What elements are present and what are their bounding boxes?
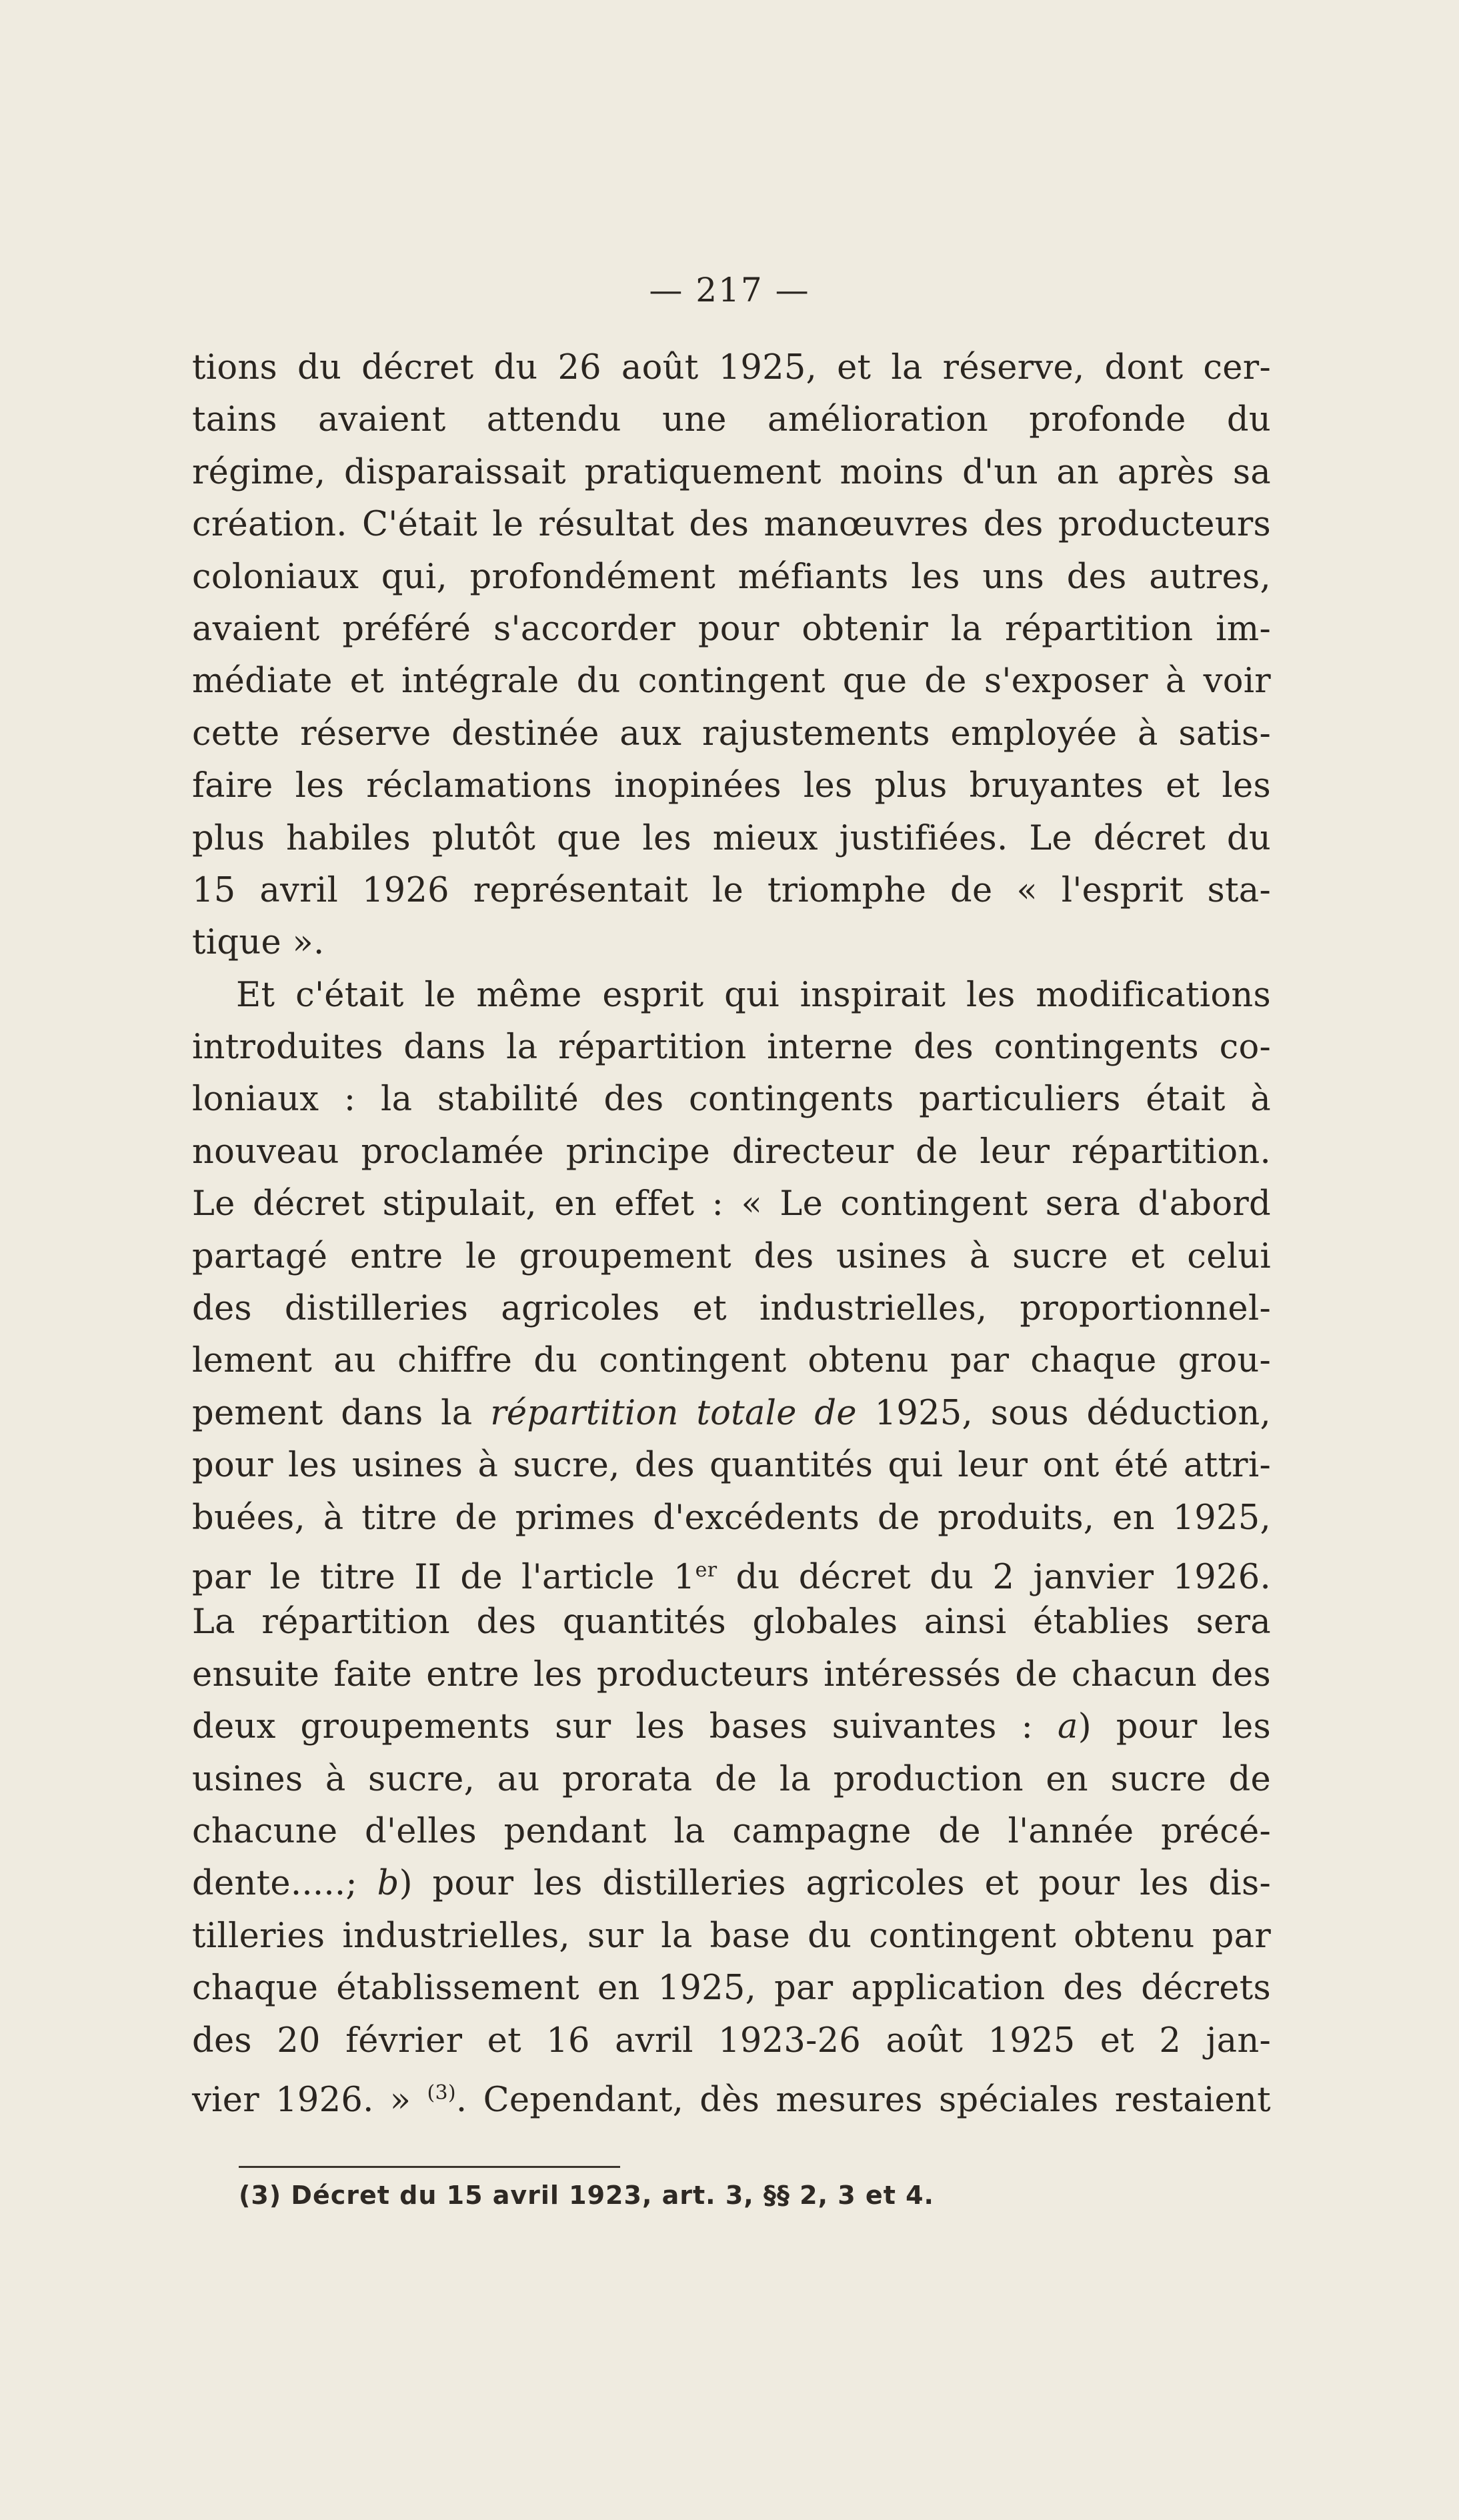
text-line: tique ».	[192, 923, 325, 963]
text-line: plus habiles plutôt que les mieux justifiées. Le décret du	[192, 818, 1271, 858]
italic-letter: b	[377, 1864, 399, 1904]
paragraph-start-line: Et c'était le même esprit qui inspirait les modifications	[236, 975, 1271, 1015]
text-line: ensuite faite entre les producteurs intéressés de chacun des	[192, 1654, 1271, 1694]
text-line	[192, 1544, 1271, 1596]
text-line: tilleries industrielles, sur la base du contingent obtenu par	[192, 1916, 1271, 1956]
text-line: loniaux : la stabilité des contingents particuliers était à	[192, 1080, 1271, 1120]
text-line: des 20 février et 16 avril 1923-26 août 1925 et 2 jan-	[192, 2021, 1271, 2061]
text-line	[192, 2067, 1271, 2119]
line-text: vier 1926. »	[192, 2080, 427, 2120]
text-line: des distilleries agricoles et industrielles, proportionnel-	[192, 1289, 1271, 1329]
text-line	[192, 1701, 1271, 1753]
text-line: régime, disparaissait pratiquement moins d'un an après sa	[192, 452, 1271, 492]
line-text: . Cependant, dès mesures spéciales restaient	[455, 2080, 1271, 2120]
text-line	[192, 1388, 1271, 1440]
line-text: 1925, sous déduction,	[856, 1393, 1272, 1433]
line-text: par le titre II de l'article 1	[192, 1557, 695, 1597]
line-text: deux groupements sur les bases suivantes :	[192, 1707, 1058, 1747]
text-line: faire les réclamations inopinées les plus bruyantes et les	[192, 766, 1271, 806]
text-line: La répartition des quantités globales ainsi établies sera	[192, 1602, 1271, 1642]
line-text: dente.....;	[192, 1864, 377, 1904]
line-text: ) pour les distilleries agricoles et pour les dis-	[399, 1864, 1271, 1904]
page-number: — 217 —	[649, 271, 810, 309]
text-line: Le décret stipulait, en effet : « Le contingent sera d'abord	[192, 1184, 1271, 1224]
text-line: partagé entre le groupement des usines à sucre et celui	[192, 1236, 1271, 1276]
text-line: avaient préféré s'accorder pour obtenir la répartition im-	[192, 609, 1271, 649]
text-line: lement au chiffre du contingent obtenu par chaque grou-	[192, 1341, 1271, 1381]
footnote-reference: (3)	[427, 2081, 456, 2105]
text-line: introduites dans la répartition interne des contingents co-	[192, 1028, 1271, 1068]
text-line: usines à sucre, au prorata de la production en sucre de	[192, 1759, 1271, 1799]
text-line: chaque établissement en 1925, par application des décrets	[192, 1969, 1271, 2009]
italic-phrase: répartition totale de	[490, 1393, 857, 1433]
footnote: (3) Décret du 15 avril 1923, art. 3, §§ 2, 3 et 4.	[239, 2181, 934, 2210]
body-text	[192, 342, 1271, 2119]
text-line: chacune d'elles pendant la campagne de l'année précé-	[192, 1811, 1271, 1851]
text-line: médiate et intégrale du contingent que de s'exposer à voir	[192, 662, 1271, 702]
line-text: pement dans la	[192, 1393, 473, 1433]
line-text: ) pour les	[1078, 1707, 1271, 1747]
superscript: er	[695, 1558, 717, 1582]
footnote-divider	[239, 2166, 620, 2168]
text-line: cette réserve destinée aux rajustements employée à satis-	[192, 714, 1271, 754]
italic-letter: a	[1057, 1707, 1078, 1747]
text-line: nouveau proclamée principe directeur de leur répartition.	[192, 1132, 1271, 1172]
text-line: création. C'était le résultat des manœuvres des producteurs	[192, 505, 1271, 545]
line-text: du décret du 2 janvier 1926.	[717, 1557, 1271, 1597]
text-line: pour les usines à sucre, des quantités qui leur ont été attri-	[192, 1446, 1271, 1486]
text-line: 15 avril 1926 représentait le triomphe de « l'esprit sta-	[192, 870, 1271, 910]
text-line: tions du décret du 26 août 1925, et la réserve, dont cer-	[192, 348, 1271, 387]
text-line	[192, 1858, 1271, 1910]
text-line: buées, à titre de primes d'excédents de produits, en 1925,	[192, 1498, 1271, 1538]
text-line: tains avaient attendu une amélioration profonde du	[192, 400, 1271, 440]
text-line: coloniaux qui, profondément méfiants les uns des autres,	[192, 557, 1271, 597]
